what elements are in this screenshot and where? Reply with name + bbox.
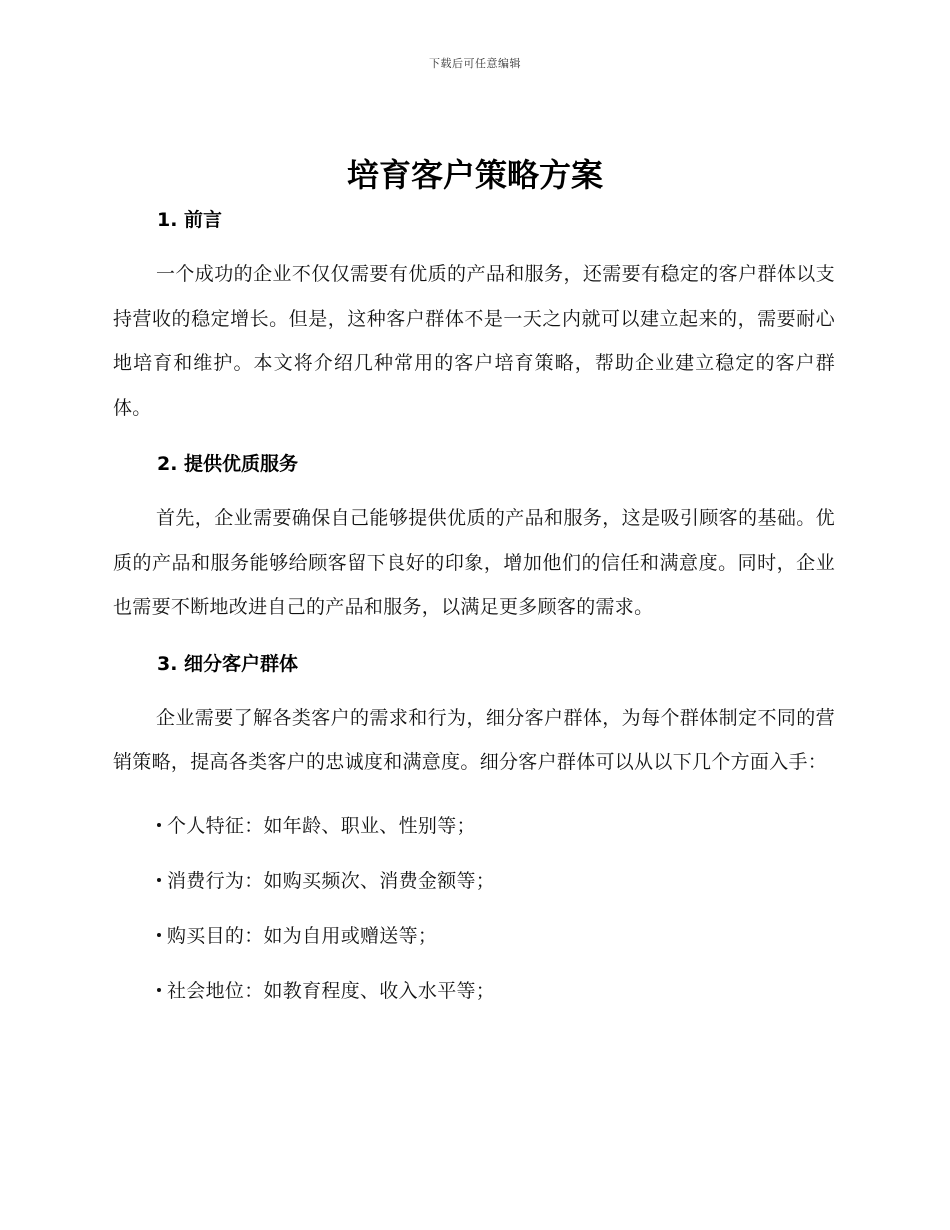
section-customer-segmentation: [113, 644, 835, 1019]
list-item-text: 社会地位：如教育程度、收入水平等；: [167, 979, 496, 1002]
document-title: 培育客户策略方案: [346, 156, 603, 194]
section-quality-service: [113, 444, 835, 630]
section-heading: 1. 前言: [157, 209, 223, 231]
list-item: [157, 799, 835, 854]
section-preface: [113, 200, 835, 430]
list-item: [157, 964, 835, 1019]
bullet-dot-icon: [157, 878, 161, 882]
bullet-dot-icon: [157, 933, 161, 937]
page-header-note: 下载后可任意编辑: [429, 57, 521, 70]
section-paragraph: 企业需要了解各类客户的需求和行为，细分客户群体，为每个群体制定不同的营销策略，提高各类客户的忠诚度和满意度。细分客户群体可以从以下几个方面入手：: [113, 706, 835, 773]
segmentation-bullet-list: [113, 799, 835, 1019]
list-item-text: 购买目的：如为自用或赠送等；: [167, 924, 438, 947]
section-paragraph: 首先，企业需要确保自己能够提供优质的产品和服务，这是吸引顾客的基础。优质的产品和服务能够给顾客留下良好的印象，增加他们的信任和满意度。同时，企业也需要不断地改进自己的产品和服务，以满足更多顾客的需求。: [113, 507, 835, 618]
list-item-text: 消费行为：如购买频次、消费金额等；: [167, 869, 496, 892]
bullet-dot-icon: [157, 823, 161, 827]
list-item: [157, 854, 835, 909]
document-body: [113, 200, 835, 1019]
bullet-dot-icon: [157, 988, 161, 992]
list-item: [157, 909, 835, 964]
section-paragraph: 一个成功的企业不仅仅需要有优质的产品和服务，还需要有稳定的客户群体以支持营收的稳定增长。但是，这种客户群体不是一天之内就可以建立起来的，需要耐心地培育和维护。本文将介绍几种常用的客户培育策略，帮助企业建立稳定的客户群体。: [113, 263, 835, 419]
section-heading: 2. 提供优质服务: [157, 453, 299, 475]
section-heading: 3. 细分客户群体: [157, 652, 299, 675]
list-item-text: 个人特征：如年龄、职业、性别等；: [167, 814, 476, 837]
